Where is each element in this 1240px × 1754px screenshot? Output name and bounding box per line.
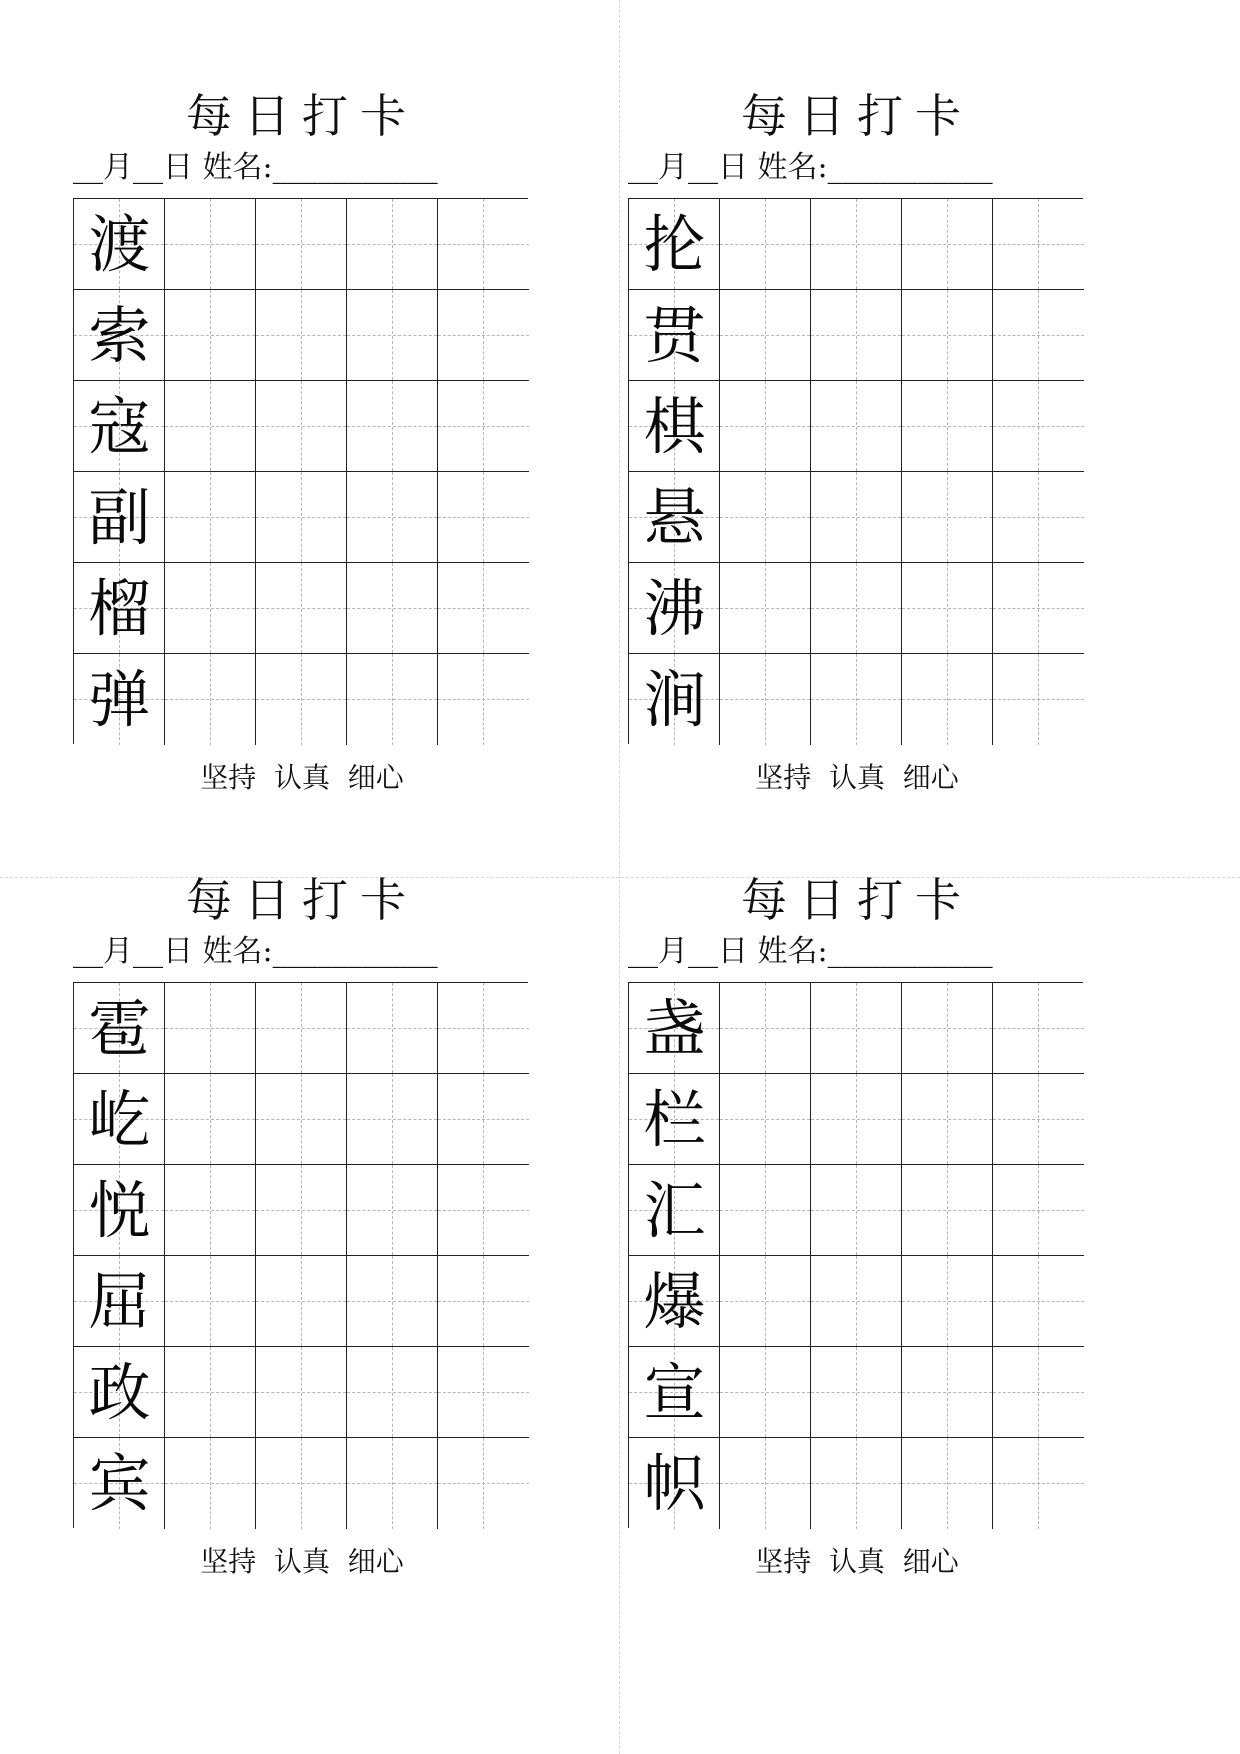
- practice-card-1: [73, 0, 573, 794]
- guide-line-horizontal: [902, 1119, 992, 1120]
- practice-cell[interactable]: [993, 654, 1084, 745]
- date-name-line[interactable]: __月__日 姓名:___________: [73, 934, 438, 969]
- model-character-cell: [629, 563, 720, 654]
- guide-line-horizontal: [438, 426, 529, 427]
- practice-cell[interactable]: [256, 1438, 347, 1529]
- guide-line-horizontal: [438, 244, 529, 245]
- model-character-cell: [74, 199, 165, 290]
- practice-cell[interactable]: [811, 472, 902, 563]
- grid-row: [74, 381, 527, 472]
- practice-cell[interactable]: [438, 1074, 529, 1165]
- model-character-cell: [629, 472, 720, 563]
- card-title: 每日打卡: [741, 873, 973, 927]
- model-character-cell: [74, 472, 165, 563]
- guide-line-horizontal: [347, 1119, 437, 1120]
- grid-row: [74, 1256, 527, 1347]
- grid-row: [74, 1347, 527, 1438]
- guide-line-horizontal: [347, 1210, 437, 1211]
- practice-cell[interactable]: [256, 472, 347, 563]
- practice-cell[interactable]: [256, 1074, 347, 1165]
- guide-line-horizontal: [720, 1210, 810, 1211]
- practice-cell[interactable]: [902, 563, 993, 654]
- grid-row: [74, 563, 527, 654]
- model-character: 沸: [643, 572, 706, 645]
- model-character-cell: [74, 654, 165, 745]
- guide-line-horizontal: [720, 1483, 810, 1484]
- practice-cell[interactable]: [347, 290, 438, 381]
- grid-row: [74, 1074, 527, 1165]
- grid-row: [74, 199, 527, 290]
- practice-cell[interactable]: [165, 563, 256, 654]
- grid-row: [629, 381, 1082, 472]
- guide-line-horizontal: [902, 517, 992, 518]
- guide-line-horizontal: [811, 1028, 901, 1029]
- practice-cell[interactable]: [720, 199, 811, 290]
- guide-line-horizontal: [811, 426, 901, 427]
- guide-line-horizontal: [720, 1301, 810, 1302]
- guide-line-horizontal: [165, 699, 255, 700]
- model-character: 栏: [643, 1083, 706, 1156]
- practice-cell[interactable]: [347, 1074, 438, 1165]
- grid-row: [74, 472, 527, 563]
- guide-line-horizontal: [347, 1028, 437, 1029]
- grid-row: [629, 290, 1082, 381]
- guide-line-horizontal: [165, 1392, 255, 1393]
- practice-cell[interactable]: [993, 1256, 1084, 1347]
- guide-line-horizontal: [438, 1301, 529, 1302]
- guide-line-horizontal: [902, 1210, 992, 1211]
- practice-cell[interactable]: [347, 1256, 438, 1347]
- practice-cell[interactable]: [720, 290, 811, 381]
- practice-cell[interactable]: [993, 983, 1084, 1074]
- practice-cell[interactable]: [902, 290, 993, 381]
- practice-card-3: [73, 784, 573, 1578]
- grid-row: [74, 290, 527, 381]
- practice-cell[interactable]: [811, 1165, 902, 1256]
- guide-line-horizontal: [993, 1028, 1084, 1029]
- practice-cell[interactable]: [811, 983, 902, 1074]
- model-character: 涧: [643, 663, 706, 736]
- guide-line-horizontal: [811, 699, 901, 700]
- grid-row: [74, 654, 527, 745]
- model-character: 贯: [643, 299, 706, 372]
- practice-cell[interactable]: [256, 983, 347, 1074]
- practice-cell[interactable]: [347, 1438, 438, 1529]
- practice-cell[interactable]: [256, 1256, 347, 1347]
- practice-cell[interactable]: [993, 381, 1084, 472]
- card-title: 每日打卡: [186, 89, 418, 143]
- guide-line-horizontal: [811, 1119, 901, 1120]
- guide-line-horizontal: [165, 1483, 255, 1484]
- guide-line-horizontal: [993, 1392, 1084, 1393]
- practice-cell[interactable]: [993, 290, 1084, 381]
- practice-cell[interactable]: [902, 1256, 993, 1347]
- guide-line-horizontal: [347, 335, 437, 336]
- guide-line-horizontal: [256, 1210, 346, 1211]
- date-name-line[interactable]: __月__日 姓名:___________: [73, 150, 438, 185]
- model-character-cell: [74, 1074, 165, 1165]
- practice-cell[interactable]: [902, 1165, 993, 1256]
- practice-cell[interactable]: [438, 472, 529, 563]
- practice-cell[interactable]: [993, 1347, 1084, 1438]
- practice-cell[interactable]: [438, 290, 529, 381]
- guide-line-horizontal: [902, 699, 992, 700]
- practice-cell[interactable]: [438, 381, 529, 472]
- guide-line-horizontal: [720, 1028, 810, 1029]
- model-character: 宣: [643, 1356, 706, 1429]
- practice-cell[interactable]: [993, 1438, 1084, 1529]
- practice-cell[interactable]: [993, 1165, 1084, 1256]
- guide-line-horizontal: [720, 426, 810, 427]
- model-character-cell: [629, 1347, 720, 1438]
- practice-cell[interactable]: [720, 1074, 811, 1165]
- practice-cell[interactable]: [902, 654, 993, 745]
- guide-line-horizontal: [438, 1028, 529, 1029]
- model-character: 棋: [643, 390, 706, 463]
- model-character-cell: [629, 1074, 720, 1165]
- guide-line-horizontal: [811, 1301, 901, 1302]
- writing-grid: [73, 982, 528, 1528]
- writing-grid: [628, 198, 1083, 744]
- practice-cell[interactable]: [347, 199, 438, 290]
- model-character: 抡: [643, 208, 706, 281]
- practice-cell[interactable]: [811, 381, 902, 472]
- guide-line-horizontal: [256, 1392, 346, 1393]
- guide-line-horizontal: [347, 517, 437, 518]
- practice-cell[interactable]: [720, 472, 811, 563]
- guide-line-horizontal: [256, 1028, 346, 1029]
- grid-row: [629, 563, 1082, 654]
- model-character-cell: [629, 381, 720, 472]
- practice-cell[interactable]: [811, 199, 902, 290]
- practice-cell[interactable]: [811, 1438, 902, 1529]
- practice-cell[interactable]: [256, 290, 347, 381]
- grid-row: [74, 1438, 527, 1529]
- grid-row: [629, 472, 1082, 563]
- model-character: 索: [88, 299, 151, 372]
- model-character: 屹: [88, 1083, 151, 1156]
- guide-line-horizontal: [993, 608, 1084, 609]
- practice-cell[interactable]: [165, 1165, 256, 1256]
- practice-cell[interactable]: [165, 1074, 256, 1165]
- practice-cell[interactable]: [902, 983, 993, 1074]
- practice-cell[interactable]: [902, 472, 993, 563]
- model-character: 宾: [88, 1447, 151, 1520]
- model-character-cell: [629, 1256, 720, 1347]
- practice-cell[interactable]: [165, 199, 256, 290]
- model-character-cell: [629, 654, 720, 745]
- guide-line-horizontal: [347, 1392, 437, 1393]
- guide-line-horizontal: [720, 1392, 810, 1393]
- guide-line-horizontal: [902, 1028, 992, 1029]
- guide-line-horizontal: [811, 517, 901, 518]
- guide-line-horizontal: [165, 426, 255, 427]
- guide-line-horizontal: [902, 1301, 992, 1302]
- guide-line-horizontal: [993, 699, 1084, 700]
- guide-line-horizontal: [256, 517, 346, 518]
- practice-cell[interactable]: [720, 654, 811, 745]
- practice-cell[interactable]: [993, 199, 1084, 290]
- practice-cell[interactable]: [165, 381, 256, 472]
- date-name-line[interactable]: __月__日 姓名:___________: [628, 150, 993, 185]
- guide-line-horizontal: [720, 1119, 810, 1120]
- guide-line-horizontal: [256, 608, 346, 609]
- practice-cell[interactable]: [256, 381, 347, 472]
- guide-line-horizontal: [993, 517, 1084, 518]
- grid-row: [629, 1347, 1082, 1438]
- model-character: 爆: [643, 1265, 706, 1338]
- model-character: 盏: [643, 992, 706, 1065]
- practice-cell[interactable]: [438, 654, 529, 745]
- model-character: 榴: [88, 572, 151, 645]
- practice-cell[interactable]: [165, 472, 256, 563]
- practice-cell[interactable]: [993, 563, 1084, 654]
- motto-footer: 坚持 认真 细心: [200, 761, 404, 794]
- practice-cell[interactable]: [347, 381, 438, 472]
- practice-cell[interactable]: [993, 1074, 1084, 1165]
- practice-cell[interactable]: [438, 1165, 529, 1256]
- guide-line-horizontal: [720, 699, 810, 700]
- guide-line-horizontal: [256, 1301, 346, 1302]
- practice-cell[interactable]: [720, 1165, 811, 1256]
- practice-cell[interactable]: [720, 1347, 811, 1438]
- practice-cell[interactable]: [811, 654, 902, 745]
- guide-line-horizontal: [256, 1483, 346, 1484]
- guide-line-horizontal: [347, 1301, 437, 1302]
- practice-cell[interactable]: [720, 381, 811, 472]
- practice-cell[interactable]: [347, 654, 438, 745]
- model-character-cell: [74, 1256, 165, 1347]
- model-character: 悦: [88, 1174, 151, 1247]
- practice-cell[interactable]: [256, 1347, 347, 1438]
- model-character-cell: [629, 199, 720, 290]
- guide-line-horizontal: [811, 1483, 901, 1484]
- guide-line-horizontal: [438, 1210, 529, 1211]
- practice-cell[interactable]: [438, 1347, 529, 1438]
- model-character: 帜: [643, 1447, 706, 1520]
- guide-line-horizontal: [720, 517, 810, 518]
- model-character-cell: [74, 563, 165, 654]
- guide-line-horizontal: [993, 426, 1084, 427]
- guide-line-horizontal: [902, 426, 992, 427]
- model-character-cell: [74, 290, 165, 381]
- practice-cell[interactable]: [902, 1347, 993, 1438]
- practice-cell[interactable]: [165, 654, 256, 745]
- practice-cell[interactable]: [256, 563, 347, 654]
- model-character: 汇: [643, 1174, 706, 1247]
- practice-cell[interactable]: [902, 381, 993, 472]
- motto-footer: 坚持 认真 细心: [200, 1545, 404, 1578]
- guide-line-horizontal: [256, 699, 346, 700]
- practice-card-2: [628, 0, 1128, 794]
- guide-line-horizontal: [720, 244, 810, 245]
- guide-line-horizontal: [165, 244, 255, 245]
- guide-line-horizontal: [902, 608, 992, 609]
- motto-footer: 坚持 认真 细心: [755, 1545, 959, 1578]
- guide-line-horizontal: [811, 244, 901, 245]
- practice-cell[interactable]: [720, 563, 811, 654]
- guide-line-horizontal: [902, 335, 992, 336]
- practice-cell[interactable]: [438, 1438, 529, 1529]
- guide-line-horizontal: [993, 244, 1084, 245]
- guide-line-horizontal: [165, 1301, 255, 1302]
- grid-row: [629, 199, 1082, 290]
- guide-line-horizontal: [165, 335, 255, 336]
- guide-line-horizontal: [811, 1392, 901, 1393]
- motto-footer: 坚持 认真 细心: [755, 761, 959, 794]
- practice-cell[interactable]: [438, 199, 529, 290]
- guide-line-horizontal: [993, 1210, 1084, 1211]
- grid-row: [629, 983, 1082, 1074]
- practice-cell[interactable]: [347, 472, 438, 563]
- model-character: 渡: [88, 208, 151, 281]
- guide-line-horizontal: [165, 1028, 255, 1029]
- grid-row: [629, 1074, 1082, 1165]
- practice-cell[interactable]: [256, 654, 347, 745]
- model-character: 悬: [643, 481, 706, 554]
- guide-line-horizontal: [438, 1392, 529, 1393]
- practice-cell[interactable]: [347, 1347, 438, 1438]
- card-title: 每日打卡: [741, 89, 973, 143]
- guide-line-horizontal: [165, 517, 255, 518]
- practice-cell[interactable]: [165, 1347, 256, 1438]
- guide-line-horizontal: [993, 1301, 1084, 1302]
- practice-cell[interactable]: [165, 1438, 256, 1529]
- model-character-cell: [74, 381, 165, 472]
- practice-cell[interactable]: [811, 563, 902, 654]
- guide-line-horizontal: [720, 608, 810, 609]
- guide-line-horizontal: [438, 335, 529, 336]
- practice-cell[interactable]: [902, 1438, 993, 1529]
- model-character-cell: [74, 983, 165, 1074]
- model-character: 副: [88, 481, 151, 554]
- practice-cell[interactable]: [811, 1074, 902, 1165]
- guide-line-horizontal: [993, 335, 1084, 336]
- model-character-cell: [629, 1165, 720, 1256]
- guide-line-horizontal: [438, 517, 529, 518]
- guide-line-horizontal: [347, 244, 437, 245]
- practice-cell[interactable]: [993, 472, 1084, 563]
- guide-line-horizontal: [720, 335, 810, 336]
- guide-line-horizontal: [902, 1483, 992, 1484]
- guide-line-horizontal: [347, 608, 437, 609]
- guide-line-horizontal: [902, 1392, 992, 1393]
- practice-cell[interactable]: [811, 1347, 902, 1438]
- model-character-cell: [74, 1347, 165, 1438]
- practice-cell[interactable]: [902, 1074, 993, 1165]
- practice-cell[interactable]: [811, 290, 902, 381]
- grid-row: [629, 1256, 1082, 1347]
- guide-line-horizontal: [165, 1210, 255, 1211]
- guide-line-horizontal: [438, 1119, 529, 1120]
- grid-row: [629, 1165, 1082, 1256]
- guide-line-horizontal: [165, 1119, 255, 1120]
- guide-line-horizontal: [347, 699, 437, 700]
- model-character-cell: [629, 983, 720, 1074]
- practice-cell[interactable]: [347, 563, 438, 654]
- grid-row: [629, 1438, 1082, 1529]
- grid-row: [74, 1165, 527, 1256]
- practice-cell[interactable]: [347, 983, 438, 1074]
- model-character: 政: [88, 1356, 151, 1429]
- practice-cell[interactable]: [720, 1438, 811, 1529]
- guide-line-horizontal: [438, 699, 529, 700]
- card-title: 每日打卡: [186, 873, 418, 927]
- model-character-cell: [629, 1438, 720, 1529]
- grid-row: [74, 983, 527, 1074]
- guide-line-horizontal: [256, 335, 346, 336]
- writing-grid: [73, 198, 528, 744]
- model-character: 寇: [88, 390, 151, 463]
- guide-line-horizontal: [438, 1483, 529, 1484]
- guide-line-horizontal: [165, 608, 255, 609]
- guide-line-horizontal: [811, 1210, 901, 1211]
- practice-cell[interactable]: [165, 1256, 256, 1347]
- practice-cell[interactable]: [438, 983, 529, 1074]
- guide-line-horizontal: [256, 244, 346, 245]
- practice-cell[interactable]: [165, 290, 256, 381]
- guide-line-horizontal: [811, 608, 901, 609]
- guide-line-horizontal: [438, 608, 529, 609]
- model-character-cell: [74, 1438, 165, 1529]
- practice-cell[interactable]: [902, 199, 993, 290]
- date-name-line[interactable]: __月__日 姓名:___________: [628, 934, 993, 969]
- practice-cell[interactable]: [720, 1256, 811, 1347]
- guide-line-horizontal: [993, 1483, 1084, 1484]
- model-character: 雹: [88, 992, 151, 1065]
- guide-line-horizontal: [811, 335, 901, 336]
- grid-row: [629, 654, 1082, 745]
- guide-line-horizontal: [993, 1119, 1084, 1120]
- model-character: 屈: [88, 1265, 151, 1338]
- guide-line-horizontal: [347, 426, 437, 427]
- guide-line-horizontal: [347, 1483, 437, 1484]
- practice-cell[interactable]: [347, 1165, 438, 1256]
- practice-cell[interactable]: [438, 1256, 529, 1347]
- model-character-cell: [74, 1165, 165, 1256]
- guide-line-horizontal: [256, 426, 346, 427]
- practice-cell[interactable]: [256, 199, 347, 290]
- practice-cell[interactable]: [438, 563, 529, 654]
- guide-line-horizontal: [902, 244, 992, 245]
- practice-cell[interactable]: [256, 1165, 347, 1256]
- guide-line-horizontal: [256, 1119, 346, 1120]
- model-character: 弹: [88, 663, 151, 736]
- practice-cell[interactable]: [165, 983, 256, 1074]
- practice-card-4: [628, 784, 1128, 1578]
- writing-grid: [628, 982, 1083, 1528]
- model-character-cell: [629, 290, 720, 381]
- practice-cell[interactable]: [811, 1256, 902, 1347]
- practice-cell[interactable]: [720, 983, 811, 1074]
